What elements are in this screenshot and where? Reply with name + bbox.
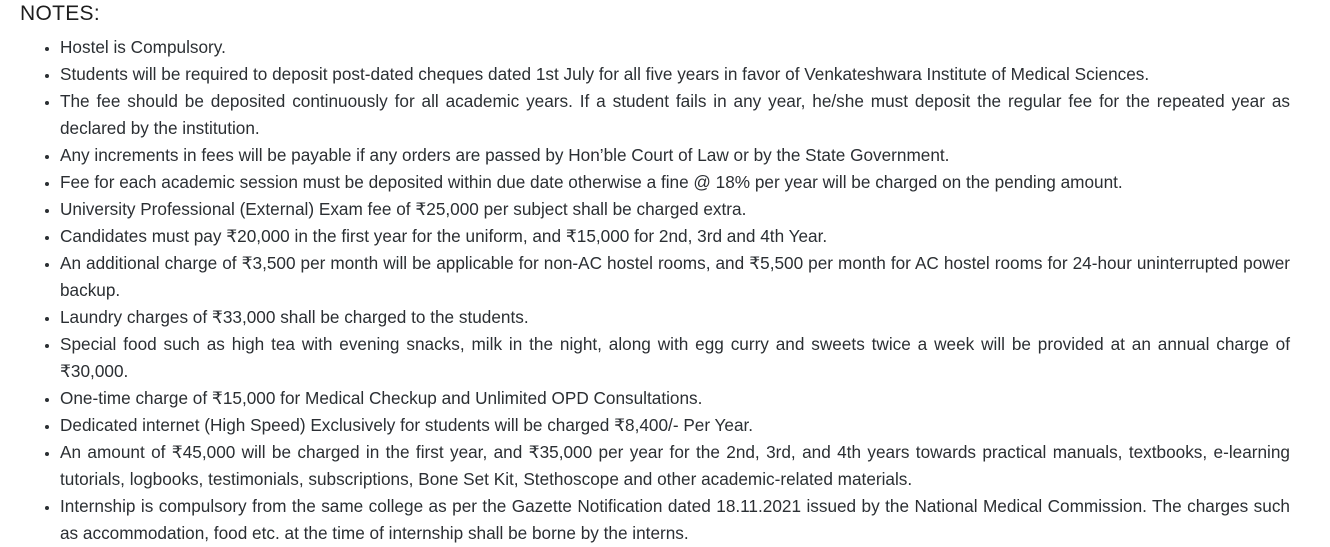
note-item-medical-checkup: • One-time charge of ₹15,000 for Medical Checkup and Unlimited OPD Consultations. [60,385,1290,412]
note-item-continuous-fee: • The fee should be deposited continuously for all academic years. If a student fails in any year, he/she must deposit the regular fee for the repeated year as declared by the institution. [60,88,1290,142]
note-item-late-fine: • Fee for each academic session must be deposited within due date otherwise a fine @ 18% per year will be charged on the pending amount. [60,169,1290,196]
note-item-laundry-charge: • Laundry charges of ₹33,000 shall be charged to the students. [60,304,1290,331]
note-item-exam-fee: • University Professional (External) Exam fee of ₹25,000 per subject shall be charged extra. [60,196,1290,223]
notes-heading: NOTES: [20,2,100,25]
note-item-internet-charge: • Dedicated internet (High Speed) Exclusively for students will be charged ₹8,400/- Per Year. [60,412,1290,439]
note-item-uniform-fee: • Candidates must pay ₹20,000 in the first year for the uniform, and ₹15,000 for 2nd, 3rd and 4th Year. [60,223,1290,250]
note-item-special-food: • Special food such as high tea with evening snacks, milk in the night, along with egg curry and sweets twice a week will be provided at an annual charge of ₹30,000. [60,331,1290,385]
notes-list [20,34,1290,547]
note-item-academic-materials: • An amount of ₹45,000 will be charged in the first year, and ₹35,000 per year for the 2nd, 3rd, and 4th years towards practical manuals, textbooks, e-learning tutorials, logbooks, testimonials, subscriptions, Bone Set Kit, Stethoscope and other academic-related materials. [60,439,1290,493]
note-item-post-dated-cheques: • Students will be required to deposit post-dated cheques dated 1st July for all five years in favor of Venkateshwara Institute of Medical Sciences. [60,61,1290,88]
note-item-power-backup-charge: • An additional charge of ₹3,500 per month will be applicable for non-AC hostel rooms, and ₹5,500 per month for AC hostel rooms for 24-hour uninterrupted power backup. [60,250,1290,304]
note-item-internship: • Internship is compulsory from the same college as per the Gazette Notification dated 18.11.2021 issued by the National Medical Commission. The charges such as accommodation, food etc. at the time of internship shall be borne by the interns. [60,493,1290,547]
note-item-fee-increments: • Any increments in fees will be payable if any orders are passed by Hon’ble Court of Law or by the State Government. [60,142,1290,169]
note-item-hostel-compulsory: • Hostel is Compulsory. [60,34,1290,61]
